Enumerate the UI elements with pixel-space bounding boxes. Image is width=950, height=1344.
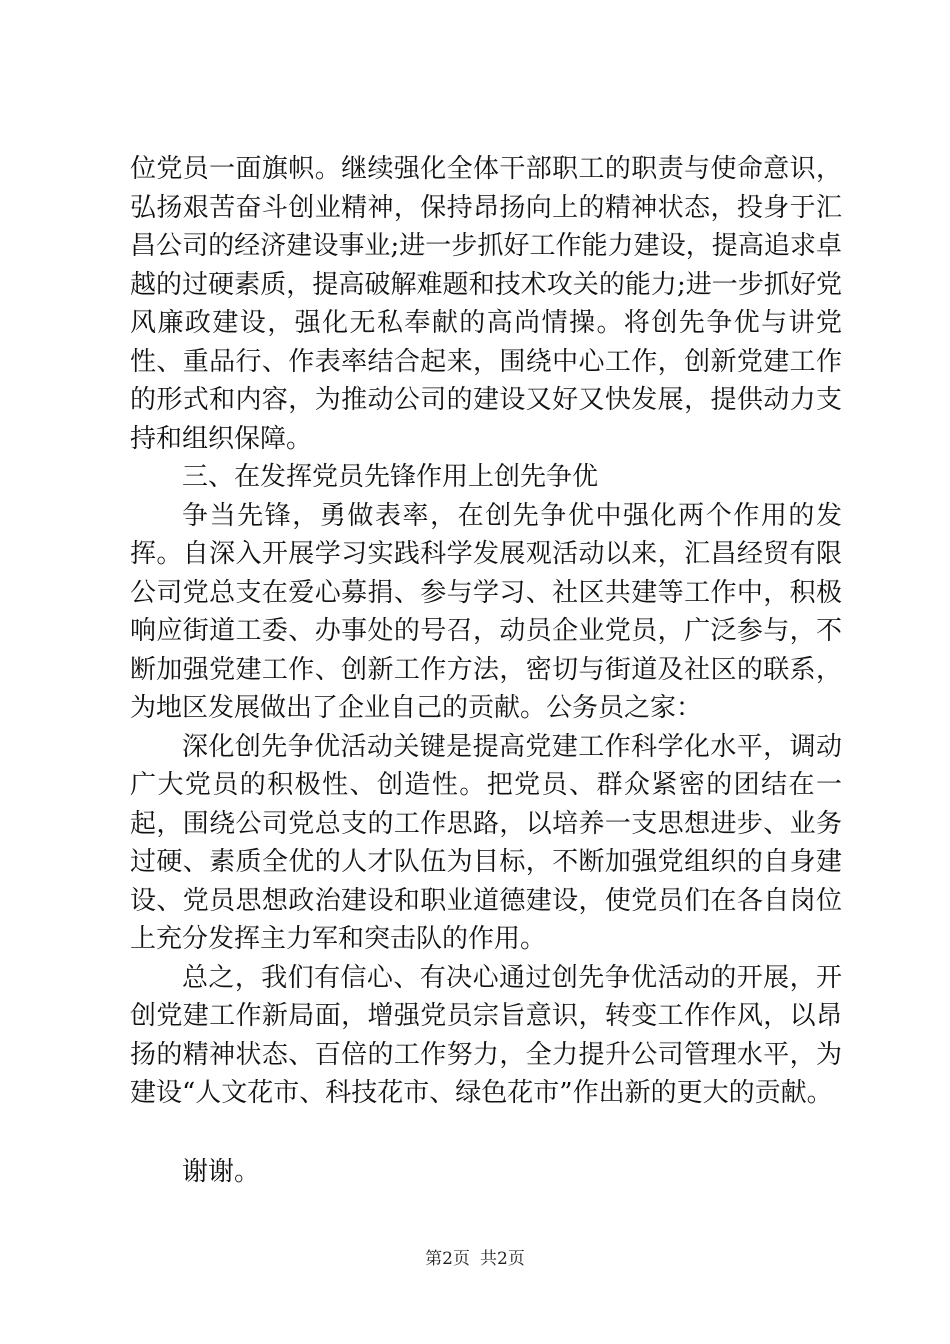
document-body	[130, 150, 842, 1191]
body-paragraph: 深化创先争优活动关键是提高党建工作科学化水平，调动广大党员的积极性、创造性。把党员、群众紧密的团结在一起，围绕公司党总支的工作思路，以培养一支思想进步、业务过硬、素质全优的人才队伍为目标，不断加强党组织的自身建设、党员思想政治建设和职业道德建设，使党员们在各自岗位上充分发挥主力军和突击队的作用。	[130, 731, 842, 954]
body-paragraph: 总之，我们有信心、有决心通过创先争优活动的开展，开创党建工作新局面，增强党员宗旨意识，转变工作作风，以昂扬的精神状态、百倍的工作努力，全力提升公司管理水平，为建设“人文花市、科技花市、绿色花市”作出新的更大的贡献。	[130, 962, 842, 1108]
section-heading: 三、在发挥党员先锋作用上创先争优	[182, 462, 599, 492]
page-total: 共2页	[480, 1249, 525, 1269]
page-footer	[0, 1244, 950, 1269]
closing-text: 谢谢。	[182, 1156, 261, 1187]
body-paragraph-continued: 位党员一面旗帜。继续强化全体干部职工的职责与使命意识，弘扬艰苦奋斗创业精神，保持昂扬向上的精神状态，投身于汇昌公司的经济建设事业;进一步抓好工作能力建设，提高追求卓越的过硬素质，提高破解难题和技术攻关的能力;进一步抓好党风廉政建设，强化无私奉献的高尚情操。将创先争优与讲党性、重品行、作表率结合起来，围绕中心工作，创新党建工作的形式和内容，为推动公司的建设又好又快发展，提供动力支持和组织保障。	[130, 154, 842, 454]
page-number: 第2页	[425, 1249, 470, 1269]
body-paragraph: 争当先锋，勇做表率，在创先争优中强化两个作用的发挥。自深入开展学习实践科学发展观活动以来，汇昌经贸有限公司党总支在爱心募捐、参与学习、社区共建等工作中，积极响应街道工委、办事处的号召，动员企业党员，广泛参与，不断加强党建工作、创新工作方法，密切与街道及社区的联系，为地区发展做出了企业自己的贡献。公务员之家：	[130, 500, 842, 723]
